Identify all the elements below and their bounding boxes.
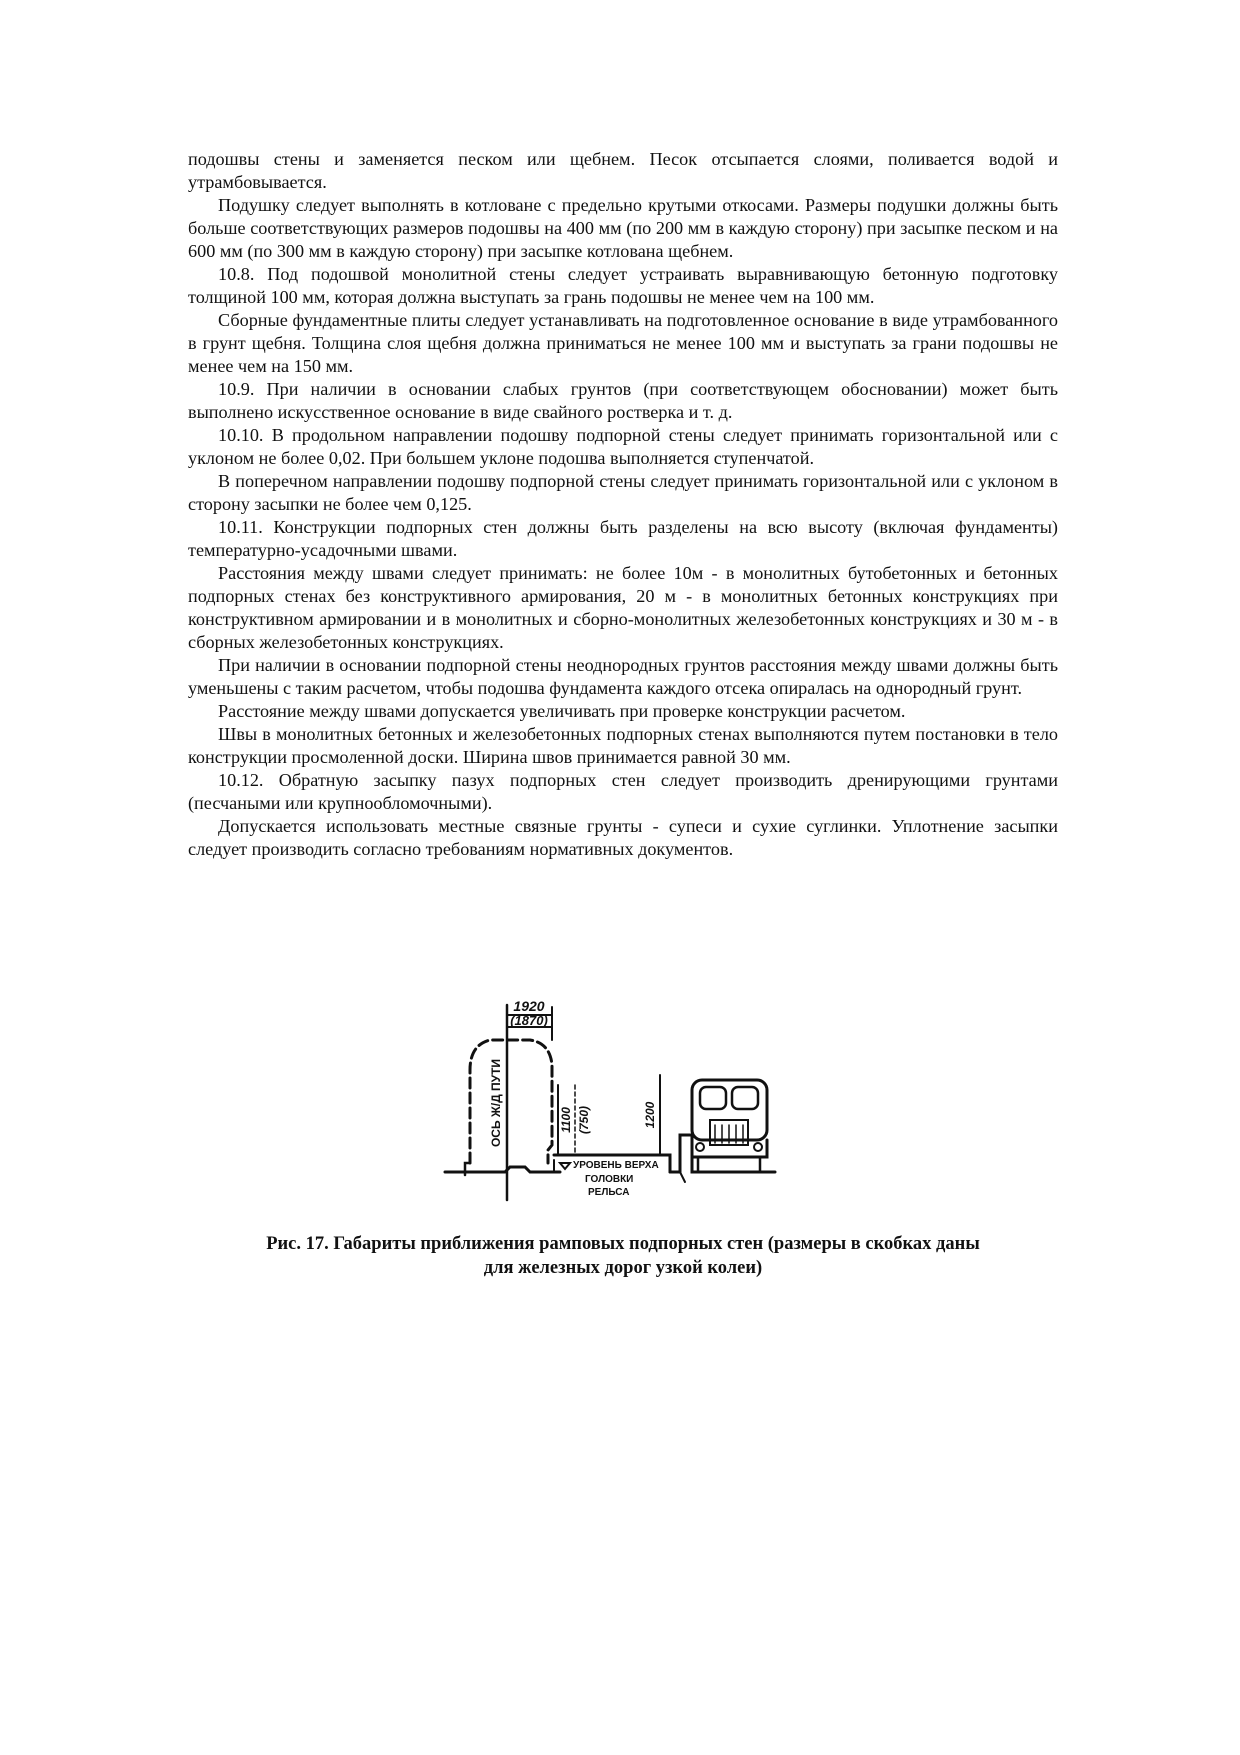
paragraph-8: 10.11. Конструкции подпорных стен должны быть разделены на всю высоту (включая фундаменты) температурно-усадочными швами. [188,517,1058,560]
paragraph-1: подошвы стены и заменяется песком или щебнем. Песок отсыпается слоями, поливается водой и утрамбовывается. [188,149,1058,192]
paragraph-10: При наличии в основании подпорной стены неоднородных грунтов расстояния между швами должны быть уменьшены с таким расчетом, чтобы подошва фундамента каждого отсека опиралась на однородный грунт. [188,655,1058,698]
rail-level-label-3: РЕЛЬСА [588,1187,630,1198]
caption-line-1: Рис. 17. Габариты приближения рамповых подпорных стен (размеры в скобках даны [266,1234,980,1254]
dim-platform-narrow-label: (750) [577,1105,591,1135]
rail-level-label-2: ГОЛОВКИ [585,1174,634,1185]
dim-platform-label: 1100 [559,1107,573,1133]
paragraph-2: Подушку следует выполнять в котловане с предельно крутыми откосами. Размеры подушки должны быть больше соответствующих размеров подошвы на 400 мм (по 200 мм в каждую сторону) при засыпке песком и на 600 мм (по 300 мм в каждую сторону) при засыпке котлована щебнем. [188,195,1058,261]
clearance-figure [430,985,810,1210]
dim-top-narrow-label: (1870) [510,1013,548,1028]
track-axis-label: ОСЬ Ж/Д ПУТИ [489,1058,503,1148]
paragraph-4: Сборные фундаментные плиты следует устанавливать на подготовленное основание в виде утрамбованного в грунт щебня. Толщина слоя щебня должна приниматься не менее 100 мм и выступать за грани подошвы не менее чем на 150 мм. [188,310,1058,376]
rail-level-label-1: УРОВЕНЬ ВЕРХА [573,1160,659,1171]
dim-wall-label: 1200 [643,1101,657,1129]
paragraph-7: В поперечном направлении подошву подпорной стены следует принимать горизонтальной или с уклоном в сторону засыпки не более чем 0,125. [188,471,1058,514]
paragraph-3: 10.8. Под подошвой монолитной стены следует устраивать выравнивающую бетонную подготовку толщиной 100 мм, которая должна выступать за грань подошвы не менее чем на 100 мм. [188,264,1058,307]
paragraph-12: Швы в монолитных бетонных и железобетонных подпорных стенах выполняются путем постановки в тело конструкции просмоленной доски. Ширина швов принимается равной 30 мм. [188,724,1058,767]
paragraph-13: 10.12. Обратную засыпку пазух подпорных стен следует производить дренирующими грунтами (песчаными или крупнообломочными). [188,770,1058,813]
clearance-drawing [430,985,810,1210]
figure-caption [188,1232,1058,1280]
paragraph-5: 10.9. При наличии в основании слабых грунтов (при соответствующем обосновании) может быть выполнено искусственное основание в виде свайного ростверка и т. д. [188,379,1058,422]
dim-top-label: 1920 [513,998,545,1014]
document-body [188,148,1058,861]
paragraph-14: Допускается использовать местные связные грунты - супеси и сухие суглинки. Уплотнение засыпки следует производить согласно требованиям нормативных документов. [188,816,1058,859]
paragraph-9: Расстояния между швами следует принимать: не более 10м - в монолитных бутобетонных и бетонных подпорных стенах без конструктивного армирования, 20 м - в монолитных бетонных конструкциях при конструктивном армировании и в монолитных и сборно-монолитных железобетонных конструкциях и 30 м - в сборных железобетонных конструкциях. [188,563,1058,652]
caption-line-2: для железных дорог узкой колеи) [483,1258,763,1278]
paragraph-11: Расстояние между швами допускается увеличивать при проверке конструкции расчетом. [218,701,906,721]
paragraph-6: 10.10. В продольном направлении подошву подпорной стены следует принимать горизонтальной или с уклоном не более 0,02. При большем уклоне подошва выполняется ступенчатой. [188,425,1058,468]
